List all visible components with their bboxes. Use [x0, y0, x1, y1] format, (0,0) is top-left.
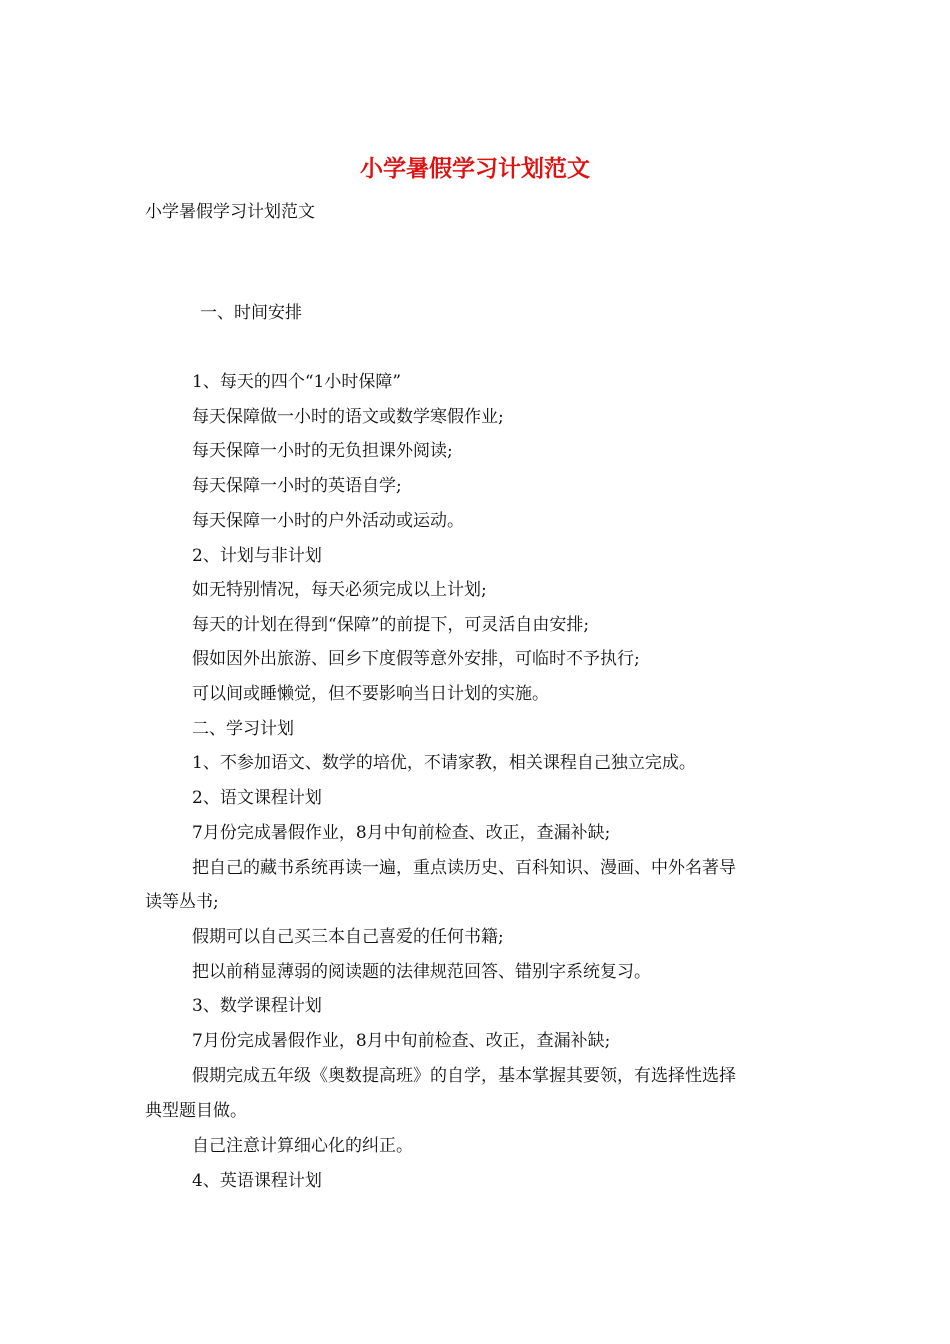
paragraph-line: 假期完成五年级《奥数提高班》的自学，基本掌握其要领，有选择性选择 — [192, 1066, 736, 1086]
paragraph-line: 假期可以自己买三本自己喜爱的任何书籍; — [192, 927, 504, 947]
paragraph-line: 如无特别情况，每天必须完成以上计划; — [192, 580, 487, 600]
paragraph-line: 1、每天的四个“1小时保障” — [192, 372, 402, 392]
paragraph-line: 可以间或睡懒觉，但不要影响当日计划的实施。 — [192, 684, 549, 704]
paragraph-line: 7月份完成暑假作业，8月中旬前检查、改正，查漏补缺; — [192, 1031, 611, 1051]
paragraph-line: 把以前稍显薄弱的阅读题的法律规范回答、错别字系统复习。 — [192, 962, 651, 982]
paragraph-line: 典型题目做。 — [145, 1101, 247, 1121]
paragraph-line: 假如因外出旅游、回乡下度假等意外安排，可临时不予执行; — [192, 649, 640, 669]
section-heading-time: 一、时间安排 — [200, 303, 302, 323]
paragraph-line: 每天保障一小时的英语自学; — [192, 476, 402, 496]
paragraph-line: 2、计划与非计划 — [192, 546, 322, 566]
paragraph-line: 1、不参加语文、数学的培优，不请家教，相关课程自己独立完成。 — [192, 753, 696, 773]
paragraph-line: 每天保障做一小时的语文或数学寒假作业; — [192, 407, 504, 427]
paragraph-line: 7月份完成暑假作业，8月中旬前检查、改正，查漏补缺; — [192, 823, 611, 843]
paragraph-line: 3、数学课程计划 — [192, 996, 322, 1016]
section-heading-study: 二、学习计划 — [192, 719, 294, 739]
paragraph-line: 4、英语课程计划 — [192, 1171, 322, 1191]
paragraph-line: 把自己的藏书系统再读一遍，重点读历史、百科知识、漫画、中外名著导 — [192, 858, 736, 878]
paragraph-line: 2、语文课程计划 — [192, 788, 322, 808]
paragraph-line: 自己注意计算细心化的纠正。 — [192, 1136, 413, 1156]
paragraph-line: 每天的计划在得到“保障”的前提下，可灵活自由安排; — [192, 615, 590, 635]
paragraph-line: 每天保障一小时的无负担课外阅读; — [192, 441, 453, 461]
paragraph-line: 读等丛书; — [145, 892, 219, 912]
document-subtitle: 小学暑假学习计划范文 — [145, 202, 315, 222]
document-title: 小学暑假学习计划范文 — [360, 155, 590, 182]
paragraph-line: 每天保障一小时的户外活动或运动。 — [192, 511, 464, 531]
